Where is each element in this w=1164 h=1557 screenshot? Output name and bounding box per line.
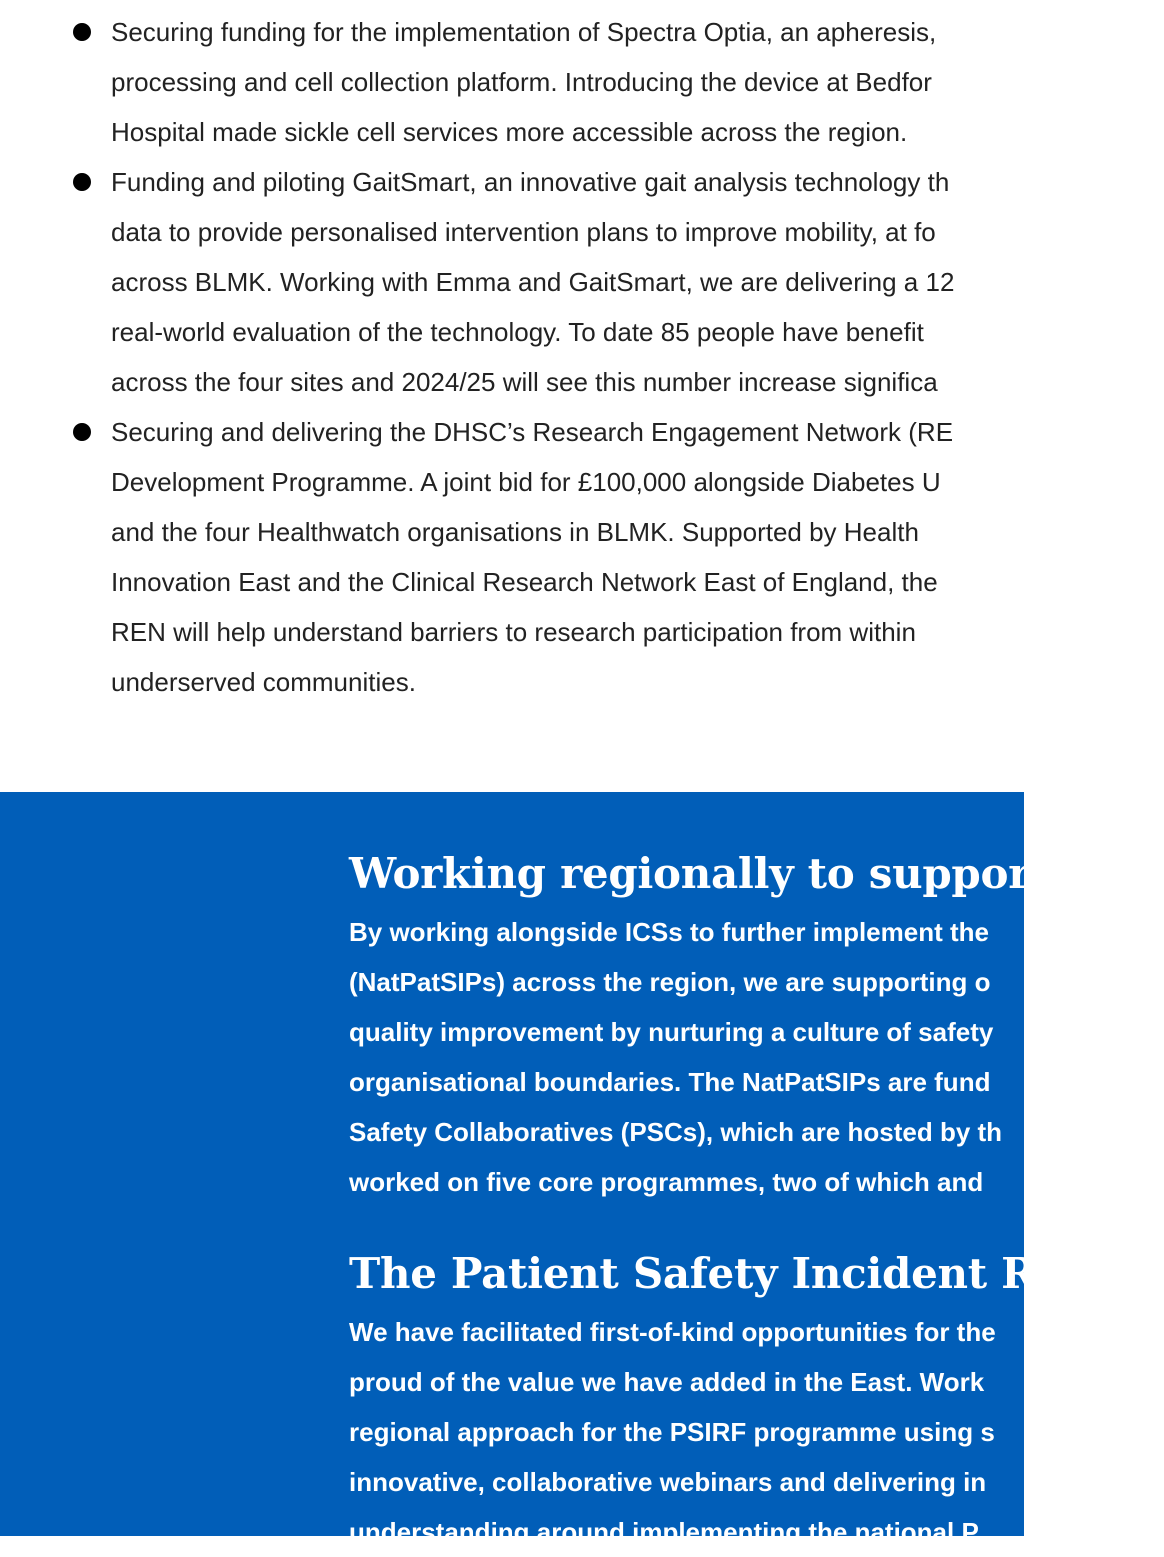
bullet-text-line: and the four Healthwatch organisations in BLMK. Supported by Health — [111, 517, 919, 547]
bullet-text-line: Funding and piloting GaitSmart, an innovative gait analysis technology th — [111, 167, 950, 197]
paragraph-line: (NatPatSIPs) across the region, we are supporting o — [349, 967, 991, 997]
paragraph-line: regional approach for the PSIRF programme using s — [349, 1417, 995, 1447]
paragraph-line: innovative, collaborative webinars and delivering in — [349, 1467, 987, 1497]
bullet-text-line: Securing and delivering the DHSC’s Research Engagement Network (RE — [111, 417, 954, 447]
bullet-item-spectra-optia — [0, 7, 1024, 157]
paragraph-line: We have facilitated first-of-kind opportunities for the — [349, 1317, 996, 1347]
bullet-text-line: across BLMK. Working with Emma and GaitSmart, we are delivering a 12 — [111, 267, 955, 297]
blue-content-section — [0, 792, 1164, 1547]
bullet-text-line: Innovation East and the Clinical Research Network East of England, the — [111, 567, 938, 597]
bullet-dot-icon — [73, 173, 91, 191]
paragraph-line: understanding around implementing the national P — [349, 1517, 979, 1547]
paragraph-line: worked on five core programmes, two of which and — [349, 1167, 984, 1197]
paragraph-line: quality improvement by nurturing a culture of safety — [349, 1017, 994, 1047]
section-heading-regional: Working regionally to support the — [349, 849, 1140, 898]
section-heading-psirf: The Patient Safety Incident Respor — [349, 1249, 1164, 1298]
paragraph-line: By working alongside ICSs to further implement the — [349, 917, 989, 947]
bullet-text-line: underserved communities. — [111, 667, 416, 697]
bullet-text-line: data to provide personalised intervention plans to improve mobility, at fo — [111, 217, 936, 247]
bullet-dot-icon — [73, 23, 91, 41]
bullet-text-line: REN will help understand barriers to research participation from within — [111, 617, 916, 647]
bullet-text-line: processing and cell collection platform. Introducing the device at Bedfor — [111, 67, 932, 97]
paragraph-psirf — [349, 1307, 996, 1557]
paragraph-line: organisational boundaries. The NatPatSIPs are fund — [349, 1067, 991, 1097]
achievements-bullet-list — [0, 7, 1024, 707]
bullet-item-gaitsmart — [0, 157, 1024, 407]
bullet-dot-icon — [73, 423, 91, 441]
paragraph-line: Safety Collaboratives (PSCs), which are hosted by th — [349, 1117, 1003, 1147]
bullet-text-line: Development Programme. A joint bid for £100,000 alongside Diabetes U — [111, 467, 941, 497]
paragraph-regional — [349, 907, 1002, 1207]
bullet-text-line: Hospital made sickle cell services more accessible across the region. — [111, 117, 908, 147]
paragraph-line: proud of the value we have added in the East. Work — [349, 1367, 985, 1397]
bullet-text-line: Securing funding for the implementation of Spectra Optia, an apheresis, — [111, 17, 937, 47]
bullet-text-line: real-world evaluation of the technology. To date 85 people have benefit — [111, 317, 924, 347]
bullet-text-line: across the four sites and 2024/25 will see this number increase significa — [111, 367, 938, 397]
bullet-item-research-engagement-network — [0, 407, 1024, 707]
